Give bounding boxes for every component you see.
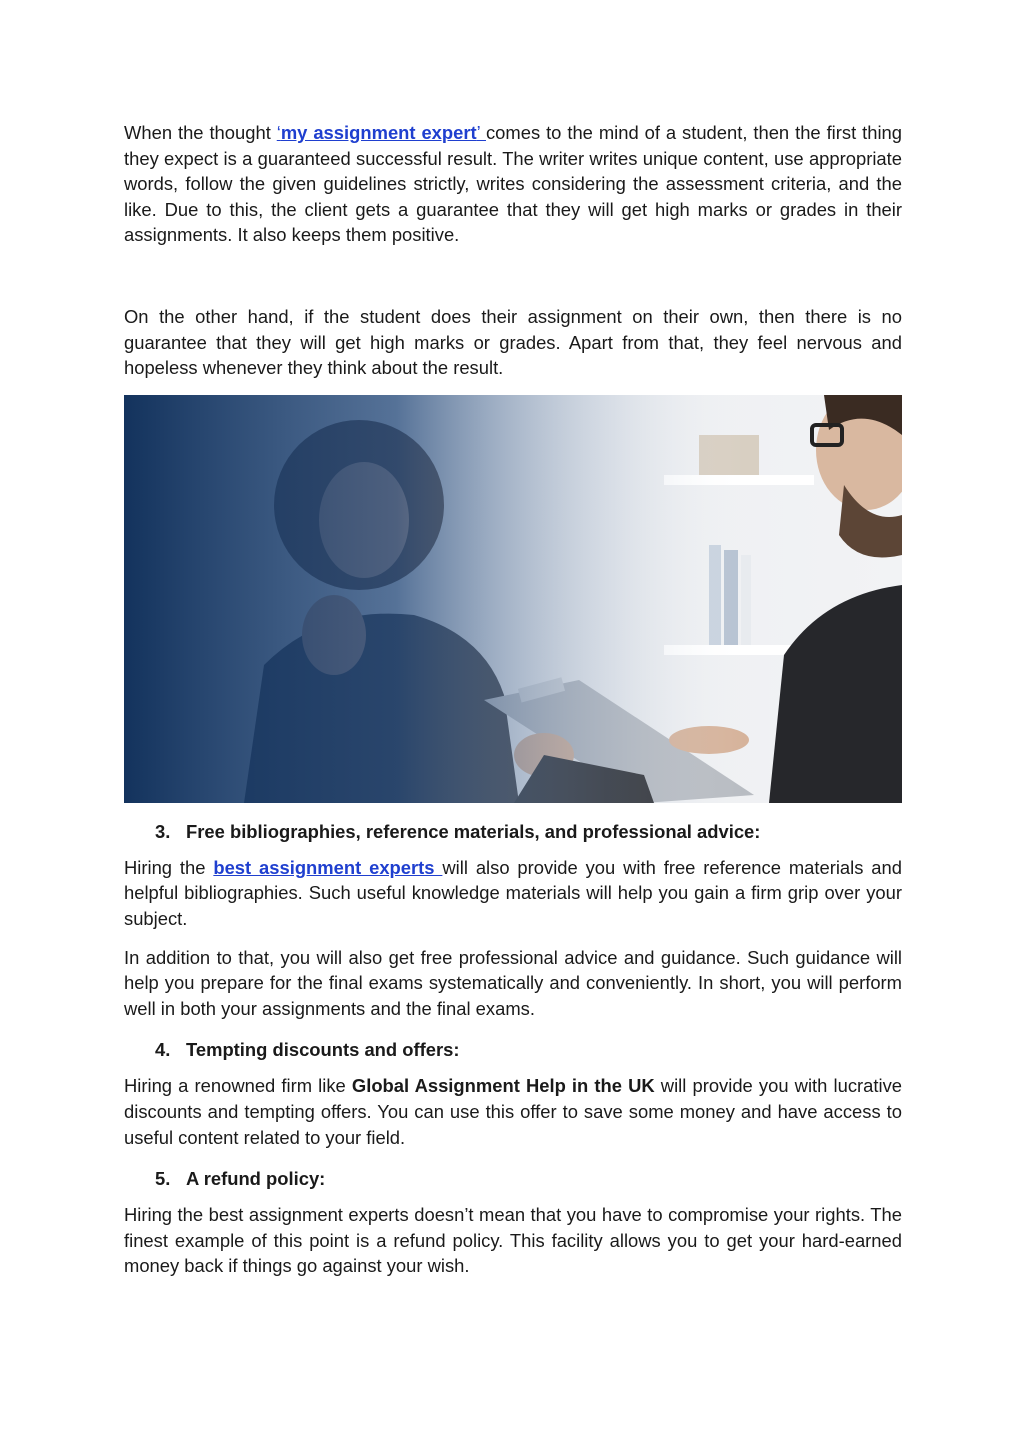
section-3-paragraph-2: In addition to that, you will also get free professional advice and guidance. Such guidance will help you prepare for the final exams systematically and conveniently. In short, you will perform well in both your assignments and the final exams. bbox=[124, 946, 902, 1019]
section-3-title: Free bibliographies, reference materials, and professional advice: bbox=[186, 820, 761, 842]
link-text: my assignment expert bbox=[280, 122, 477, 143]
section-4-paragraph bbox=[124, 1073, 902, 1150]
section-3-text-before: Hiring the bbox=[124, 856, 214, 878]
intro-text-before: When the thought bbox=[124, 122, 277, 143]
best-assignment-experts-link[interactable]: best assignment experts bbox=[213, 856, 443, 878]
section-5-heading bbox=[155, 1166, 902, 1192]
intro-paragraph bbox=[124, 120, 902, 248]
section-4-heading bbox=[155, 1037, 902, 1063]
section-5-paragraph: Hiring the best assignment experts doesn’t mean that you have to compromise your rights. The finest example of this point is a refund policy. This facility allows you to get your hard-earned money back if things go against your wish. bbox=[124, 1204, 902, 1277]
my-assignment-expert-link[interactable] bbox=[277, 122, 486, 143]
section-5-number: 5. bbox=[155, 1168, 171, 1190]
second-paragraph: On the other hand, if the student does their assignment on their own, then there is no guarantee that they will get high marks or grades. Apart from that, they feel nervous and hopeless whenever they think about the result. bbox=[124, 305, 902, 379]
section-4-title: Tempting discounts and offers: bbox=[186, 1039, 460, 1061]
section-3-number: 3. bbox=[155, 820, 171, 842]
section-3-text-after: will also provide you with free reference materials and helpful bibliographies. Such useful knowledge materials will help you gain a firm grip over your subject. bbox=[124, 856, 902, 929]
section-3-heading bbox=[155, 819, 902, 845]
section-4-text-before: Hiring a renowned firm like bbox=[124, 1075, 352, 1097]
section-4-bold-firm-name: Global Assignment Help in the UK bbox=[351, 1075, 655, 1097]
link-close-quote: ’ bbox=[476, 122, 486, 143]
section-4-number: 4. bbox=[155, 1039, 171, 1061]
link-open-quote: ‘ bbox=[276, 122, 281, 143]
section-3-paragraph-1 bbox=[124, 855, 902, 932]
section-5-title: A refund policy: bbox=[186, 1168, 326, 1190]
counseling-session-photo bbox=[124, 395, 902, 803]
section-4-text-after: will provide you with lucrative discounts and tempting offers. You can use this offer to save some money and have access to useful content related to your field. bbox=[124, 1075, 902, 1148]
intro-text-after: comes to the mind of a student, then the first thing they expect is a guaranteed successful result. The writer writes unique content, use appropriate words, follow the given guidelines strictly, writes considering the assessment criteria, and the like. Due to this, the client gets a guarantee that they will get high marks or grades in their assignments. It also keeps them positive. bbox=[124, 122, 902, 246]
document-page bbox=[124, 120, 902, 1279]
